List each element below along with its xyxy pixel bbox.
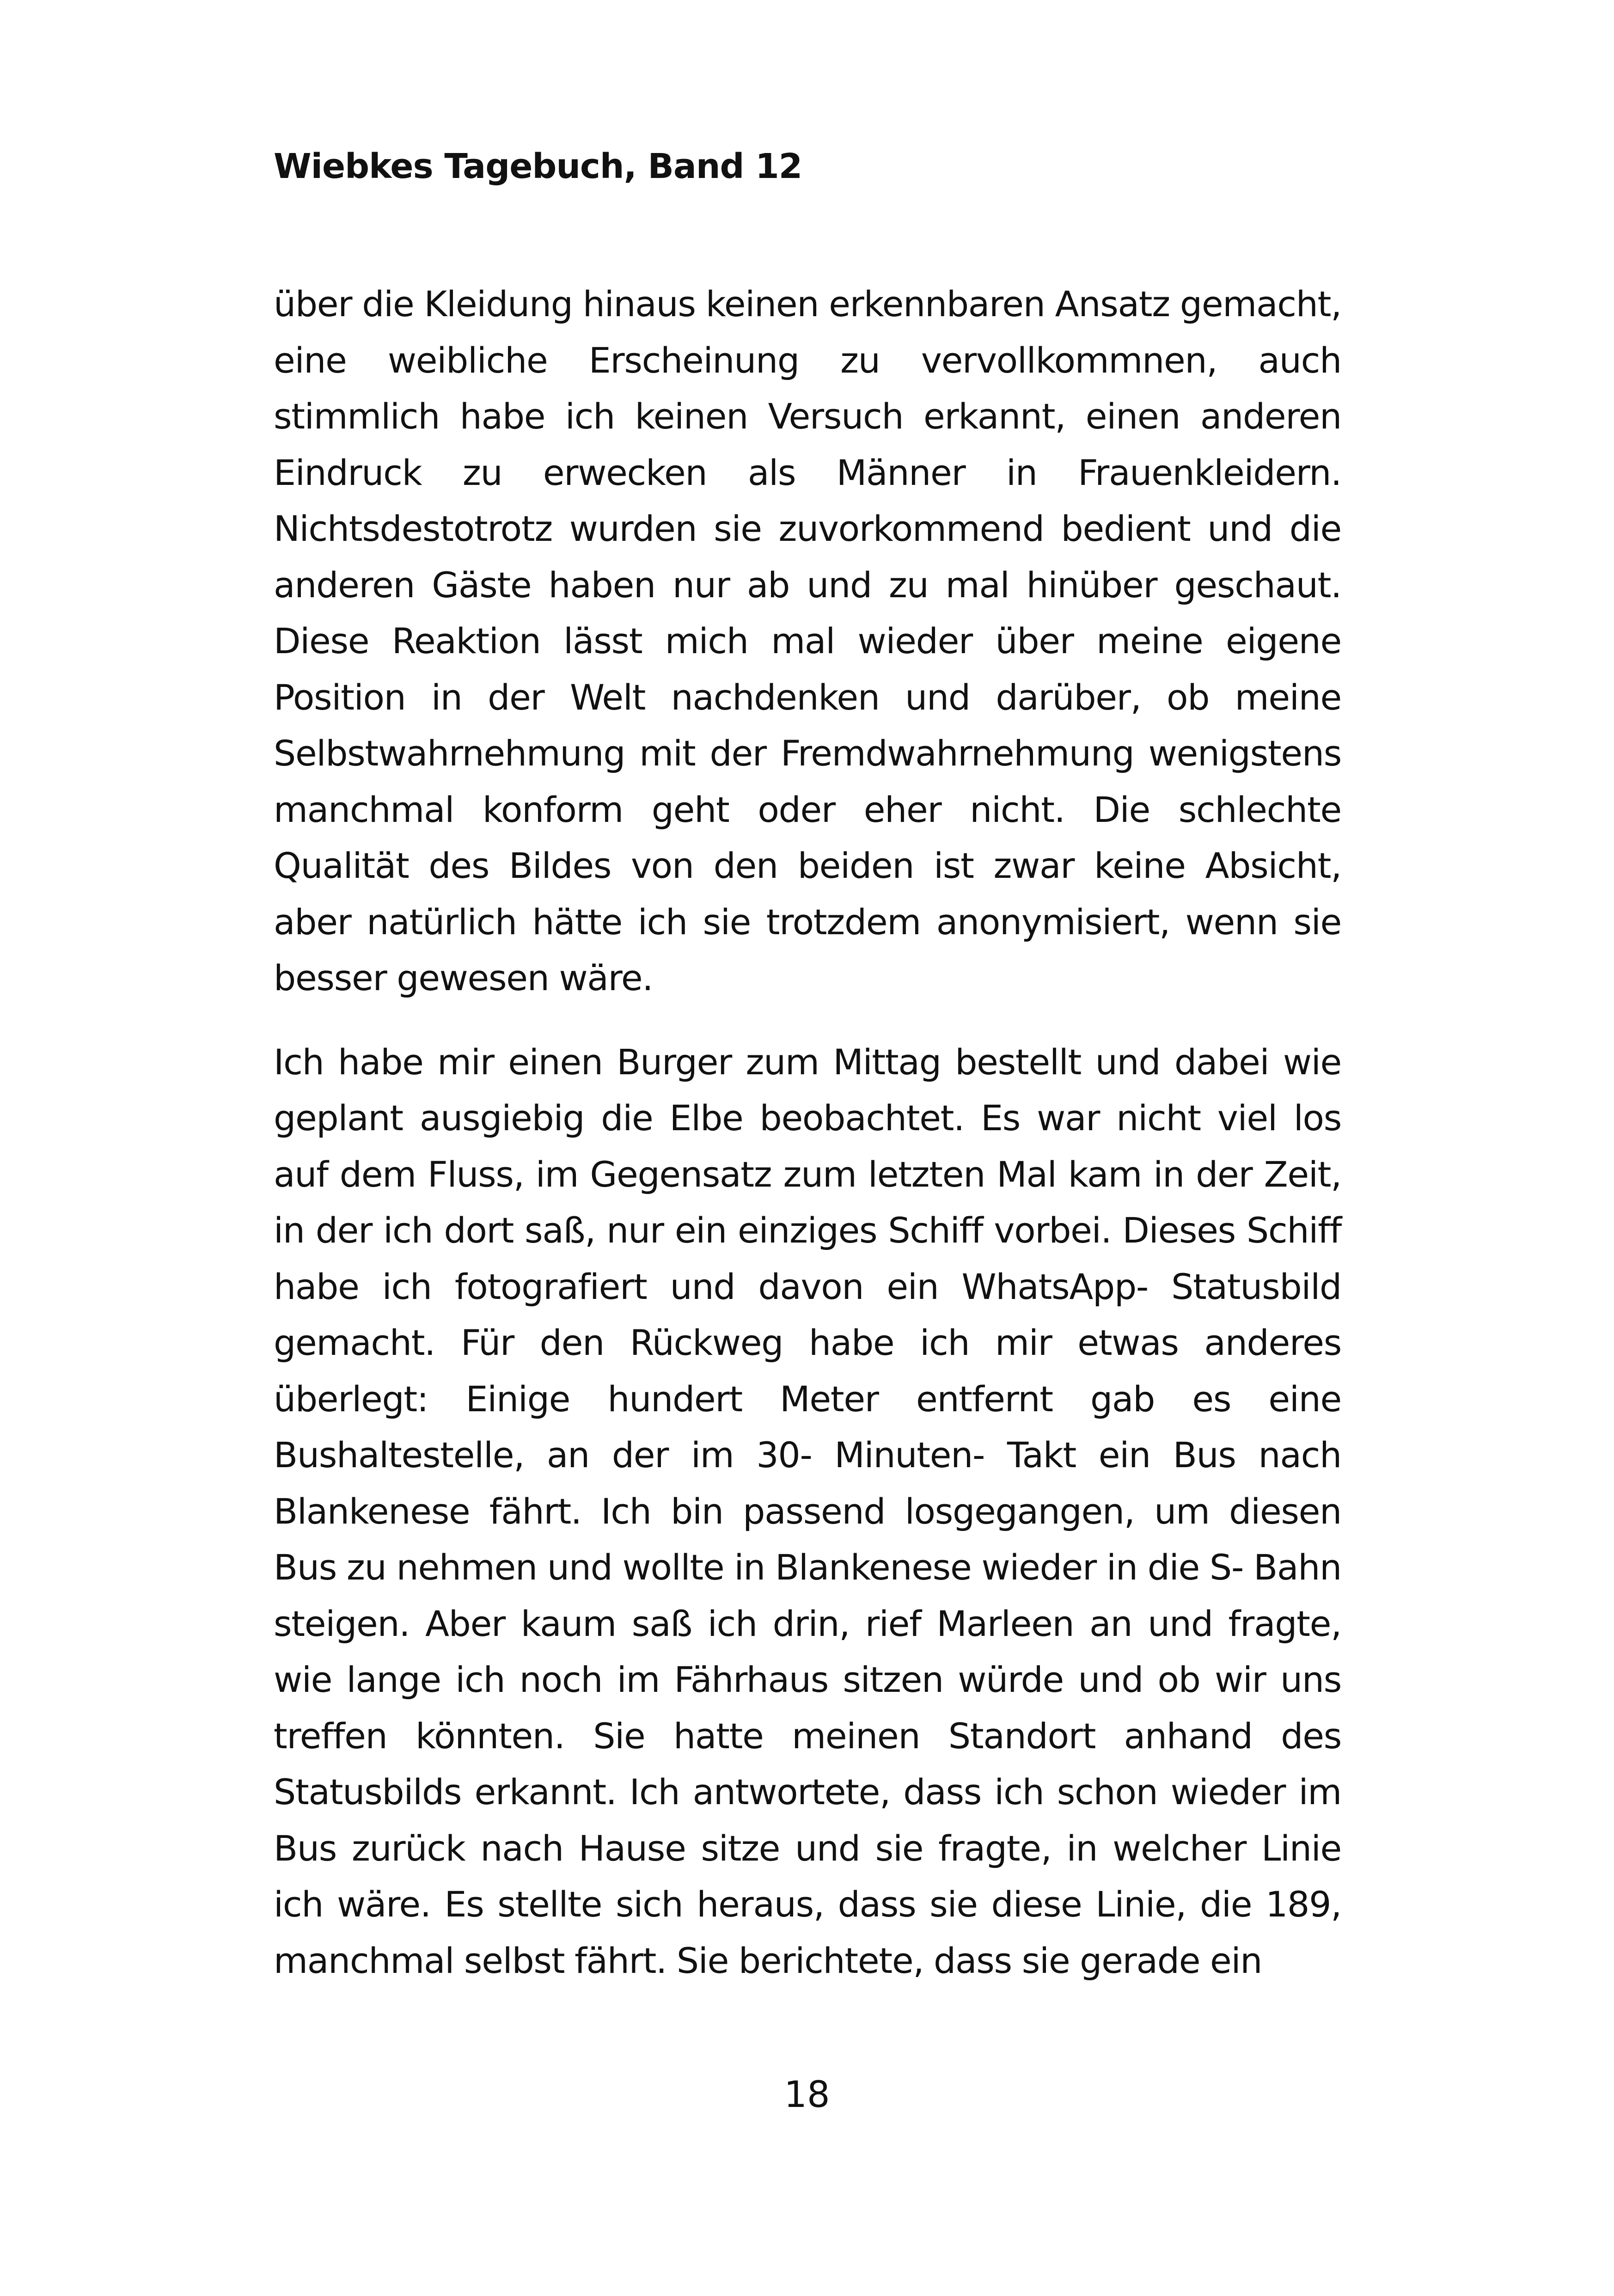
running-header: Wiebkes Tagebuch, Band 12 — [274, 147, 802, 186]
paragraph-2: Ich habe mir einen Burger zum Mittag bestellt und dabei wie geplant ausgiebig die Elbe beobachtet. Es war nicht viel los auf dem Fluss, im Gegensatz zum letzten Mal kam in der Zeit, in der ich dort saß, nur ein einziges Schiff vorbei. Dieses Schiff habe ich fotografiert und davon ein WhatsApp- Statusbild gemacht. Für den Rückweg habe ich mir etwas anderes überlegt: Einige hundert Meter entfernt gab es eine Bushaltestelle, an der im 30- Minuten- Takt ein Bus nach Blankenese fährt. Ich bin passend losgegangen, um diesen Bus zu nehmen und wollte in Blankenese wieder in die S- Bahn steigen. Aber kaum saß ich drin, rief Marleen an und fragte, wie lange ich noch im Fährhaus sitzen würde und ob wir uns treffen könnten. Sie hatte meinen Standort anhand des Statusbilds erkannt. Ich antwortete, dass ich schon wieder im Bus zurück nach Hause sitze und sie fragte, in welcher Linie ich wäre. Es stellte sich heraus, dass sie diese Linie, die 189, manchmal selbst fährt. Sie berichtete, dass sie gerade ein — [274, 1041, 1341, 1981]
body-text — [274, 276, 1341, 1989]
page-number: 18 — [784, 2074, 830, 2116]
paragraph-1: über die Kleidung hinaus keinen erkennbaren Ansatz gemacht, eine weibliche Erscheinung zu vervollkommnen, auch stimmlich habe ich keinen Versuch erkannt, einen anderen Eindruck zu erwecken als Männer in Frauenkleidern. Nichtsdestotrotz wurden sie zuvorkommend bedient und die anderen Gäste haben nur ab und zu mal hinüber geschaut. Diese Reaktion lässt mich mal wieder über meine eigene Position in der Welt nachdenken und darüber, ob meine Selbstwahrnehmung mit der Fremdwahrnehmung wenigstens manchmal konform geht oder eher nicht. Die schlechte Qualität des Bildes von den beiden ist zwar keine Absicht, aber natürlich hätte ich sie trotzdem anonymisiert, wenn sie besser gewesen wäre. — [274, 283, 1341, 998]
